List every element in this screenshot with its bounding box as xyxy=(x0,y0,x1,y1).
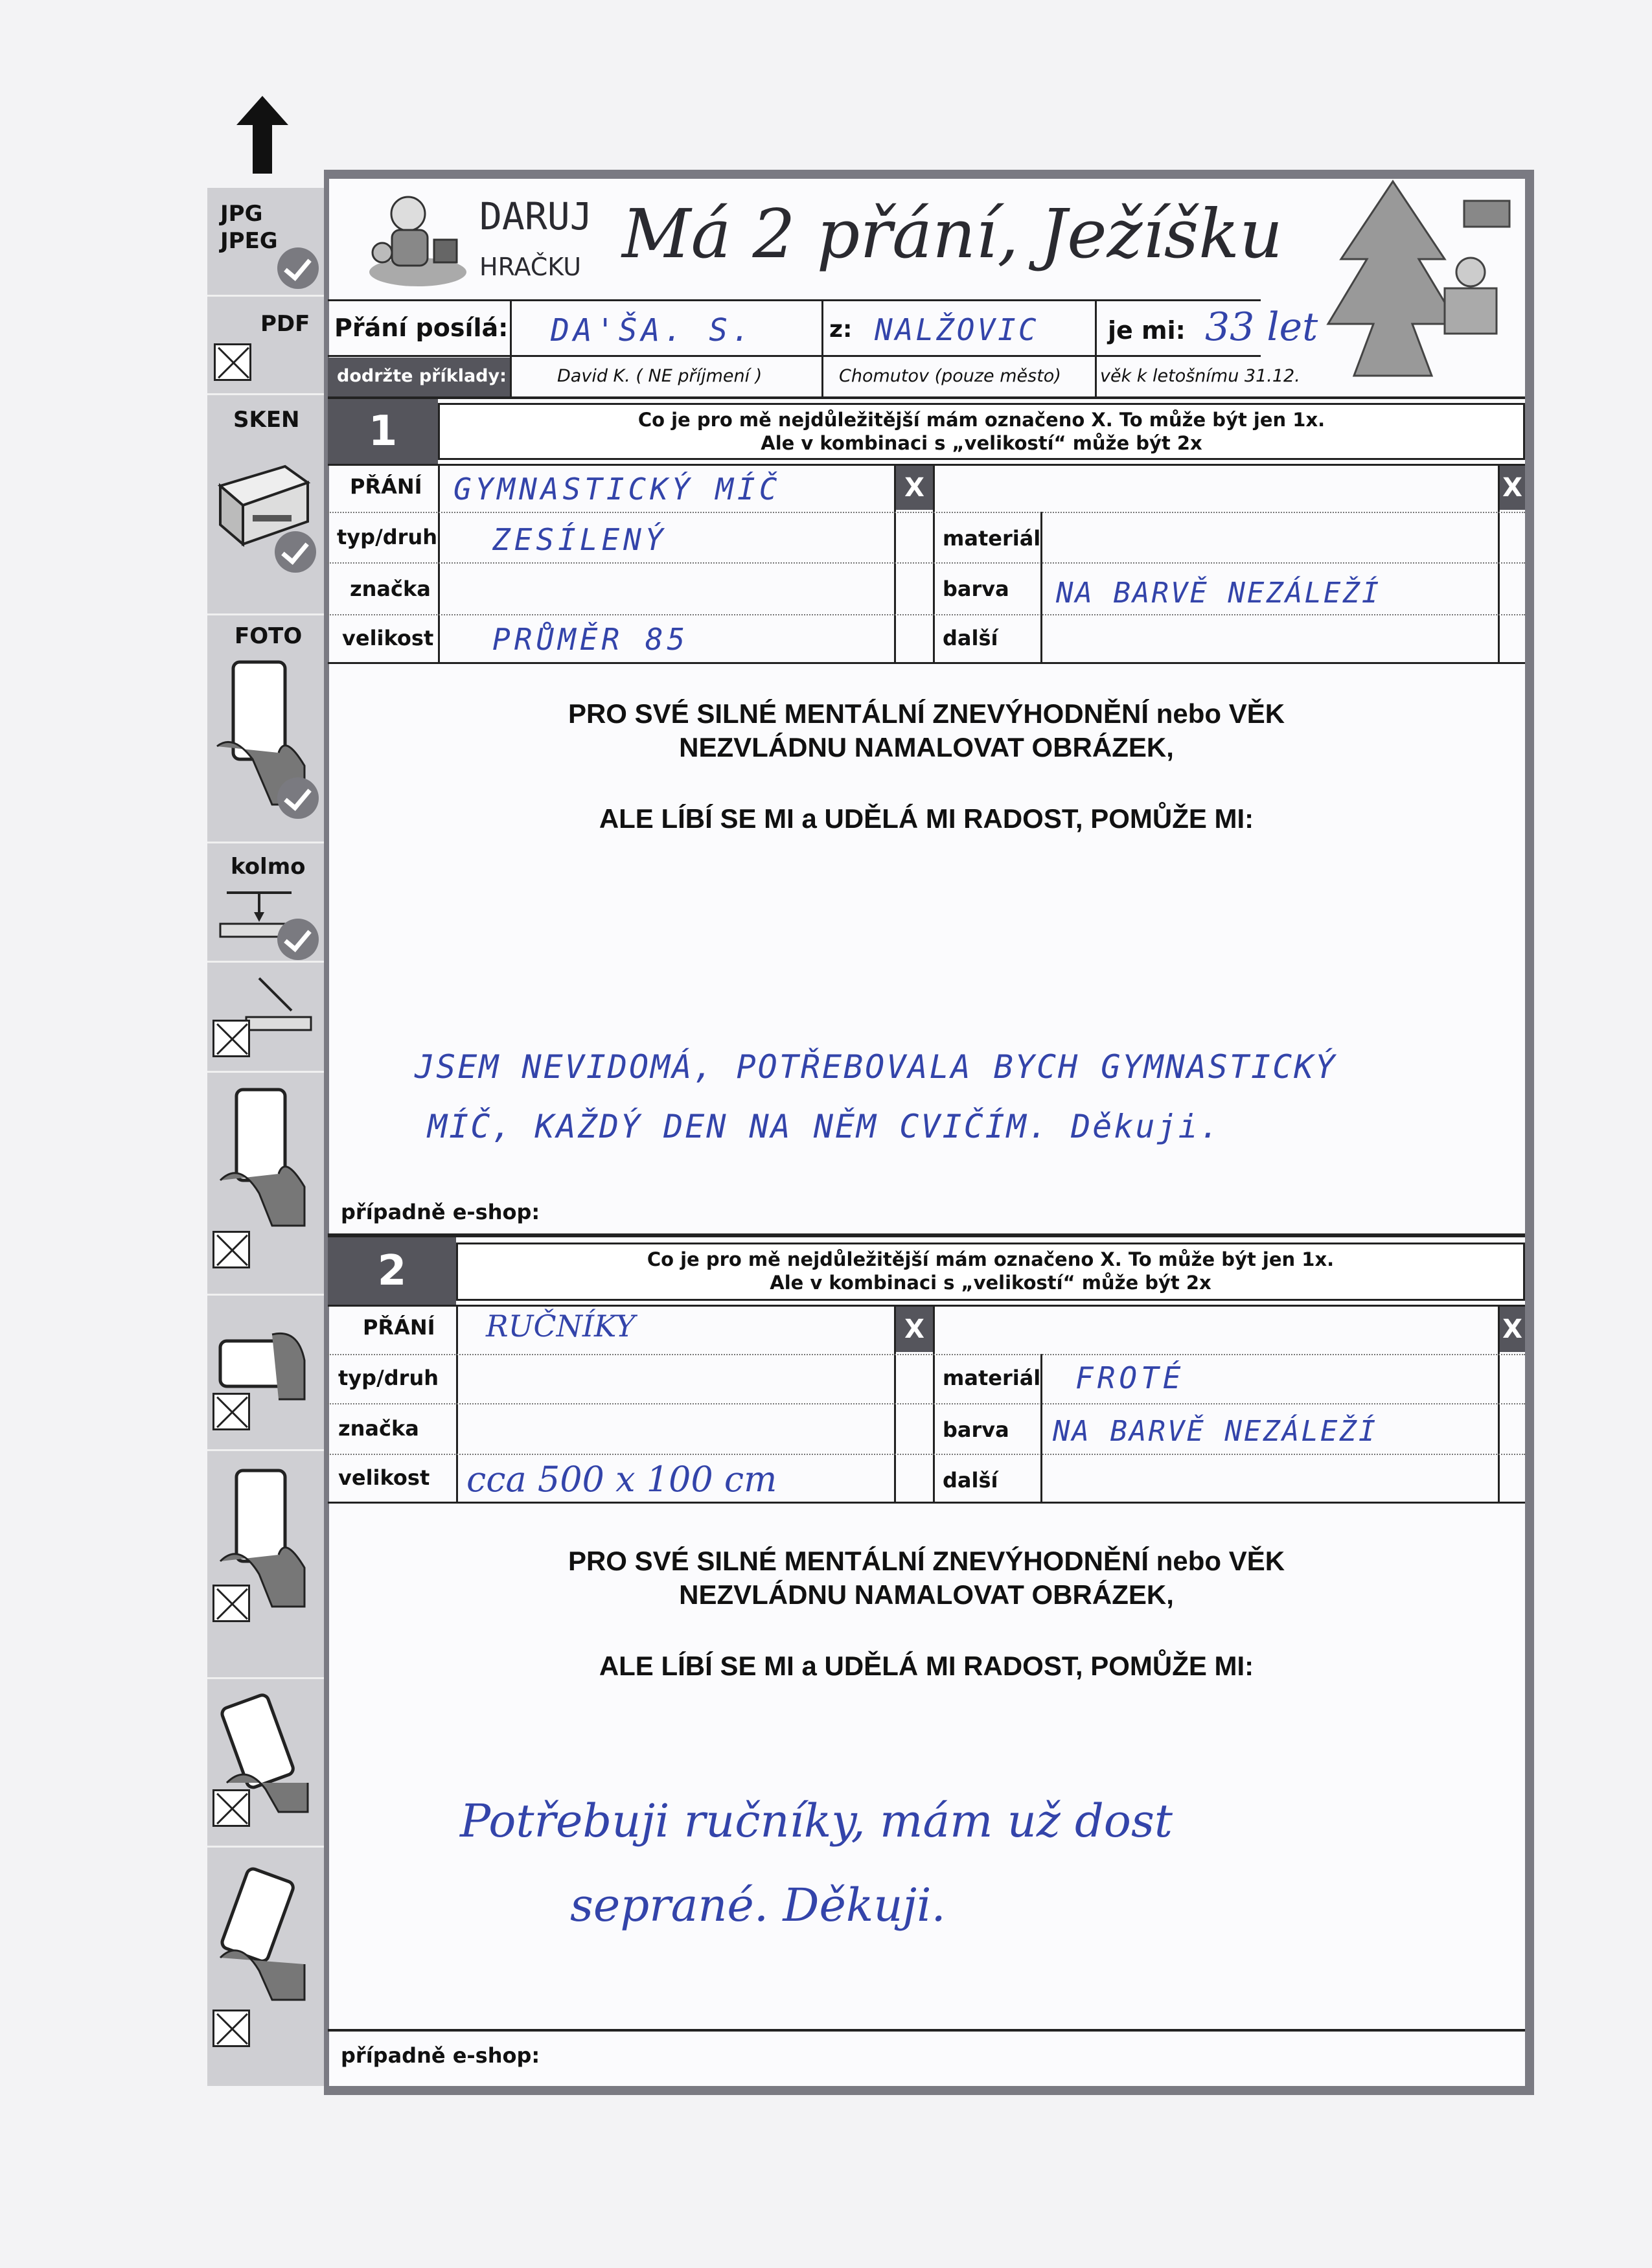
phone-in-hand-icon xyxy=(214,1861,311,2003)
wish-field-value: ZESÍLENÝ xyxy=(492,522,667,557)
check-circle-icon xyxy=(277,247,319,289)
sken-label: SKEN xyxy=(233,407,300,433)
example-age: věk k letošnímu 31.12. xyxy=(1100,366,1300,386)
phone-in-hand-icon xyxy=(214,1083,311,1232)
rule xyxy=(1040,512,1042,662)
check-circle-icon xyxy=(275,531,316,573)
rule xyxy=(1095,299,1097,396)
kolmo-label: kolmo xyxy=(231,854,306,880)
rule xyxy=(328,299,1261,301)
row-divider xyxy=(328,1454,1525,1455)
wish-field-value: NA BARVĚ NEZÁLEŽÍ xyxy=(1053,1415,1378,1448)
rule xyxy=(328,662,1525,664)
sidebar-cell-photo-landscape xyxy=(207,1296,324,1451)
sidebar-cell-jpg xyxy=(207,188,324,297)
wish-field-label: PŘÁNÍ xyxy=(363,1315,435,1340)
sidebar-cell-angled xyxy=(207,963,324,1073)
notice-line-2: NEZVLÁDNU NAMALOVAT OBRÁZEK, xyxy=(679,732,1174,762)
notice-line-1: PRO SVÉ SILNÉ MENTÁLNÍ ZNEVÝHODNĚNÍ nebo VĚK xyxy=(568,1546,1285,1576)
row-divider xyxy=(328,512,1525,513)
wish-message-line-2: MÍČ, KAŽDÝ DEN NA NĚM CVIČÍM. Děkuji. xyxy=(428,1108,1221,1145)
sidebar-cell-photo-rotated xyxy=(207,1679,324,1848)
rule xyxy=(510,299,512,396)
rule xyxy=(328,355,1261,357)
wish-number: 2 xyxy=(328,1237,456,1305)
row-divider xyxy=(328,614,1525,615)
x-box-icon xyxy=(212,1020,250,1057)
section-divider xyxy=(328,1233,1525,1237)
age-value: 33 let xyxy=(1205,304,1318,350)
wish-field-value: NA BARVĚ NEZÁLEŽÍ xyxy=(1056,577,1381,610)
eshop-label: případně e-shop: xyxy=(341,2043,540,2068)
wish-field-label: značka xyxy=(350,577,431,601)
wish-hint-line-1: Co je pro mě nejdůležitější mám označeno X. To může být jen 1x. xyxy=(637,409,1325,431)
logo-daruj: DARUJ xyxy=(479,194,593,238)
check-circle-icon xyxy=(277,777,319,819)
wish-field-label: barva xyxy=(943,577,1009,601)
wish-field-label: další xyxy=(943,626,998,650)
wish-field-value: GYMNASTICKÝ MÍČ xyxy=(453,472,781,507)
rule xyxy=(1040,1354,1042,1502)
arrow-up-icon xyxy=(236,96,288,174)
priority-x-mark: X xyxy=(1500,466,1525,510)
angled-arrow-icon xyxy=(240,972,317,1043)
jpg-label: JPG xyxy=(220,201,263,227)
priority-x-mark: X xyxy=(896,466,933,510)
wish-message-line-1: Potřebuji ručníky, mám už dost xyxy=(460,1794,1173,1848)
pdf-label: PDF xyxy=(260,311,310,337)
wish-hint-line-2: Ale v kombinaci s „velikostí“ může být 2x xyxy=(761,432,1202,454)
priority-x-mark: X xyxy=(896,1307,933,1352)
wish-field-label: PŘÁNÍ xyxy=(350,474,422,499)
x-box-icon xyxy=(212,1585,250,1622)
notice-line-2: NEZVLÁDNU NAMALOVAT OBRÁZEK, xyxy=(679,1579,1174,1610)
from-value: NALŽOVIC xyxy=(875,312,1039,347)
rule xyxy=(821,299,823,396)
eshop-label: případně e-shop: xyxy=(341,1200,540,1224)
wish-hint-line-2: Ale v kombinaci s „velikostí“ může být 2x xyxy=(770,1272,1211,1294)
x-box-icon xyxy=(212,1231,250,1268)
wish-field-value: RUČNÍKY xyxy=(486,1309,636,1344)
sidebar-cell-photo-tilted-1 xyxy=(207,1073,324,1296)
age-label: je mi: xyxy=(1108,316,1186,345)
x-box-icon xyxy=(214,343,251,381)
wish-number: 1 xyxy=(328,399,438,464)
sidebar-cell-kolmo xyxy=(207,843,324,963)
wish-field-value: PRŮMĚR 85 xyxy=(492,622,689,657)
child-with-toys-icon xyxy=(363,181,473,292)
priority-x-mark: X xyxy=(1500,1307,1525,1352)
logo-hracku: HRAČKU xyxy=(479,253,582,281)
wish-field-label: velikost xyxy=(338,1465,430,1490)
sidebar-cell-pdf xyxy=(207,297,324,395)
wish-message-line-2: seprané. Děkuji. xyxy=(570,1879,946,1932)
sender-value: DA'ŠA. S. xyxy=(551,312,755,349)
foto-label: FOTO xyxy=(235,623,303,649)
from-label: z: xyxy=(829,316,853,343)
jpeg-label: JPEG xyxy=(220,228,278,254)
x-box-icon xyxy=(212,1393,250,1430)
wish-field-label: další xyxy=(943,1468,998,1493)
notice-line-3: ALE LÍBÍ SE MI a UDĚLÁ MI RADOST, POMŮŽE MI: xyxy=(599,1651,1254,1681)
wish-field-value: cca 500 x 100 cm xyxy=(466,1459,777,1500)
row-divider xyxy=(328,562,1525,564)
examples-label: dodržte příklady: xyxy=(337,366,507,386)
wish-field-label: barva xyxy=(943,1417,1009,1442)
wish-field-label: materiál xyxy=(943,1366,1041,1390)
wish-message-line-1: JSEM NEVIDOMÁ, POTŘEBOVALA BYCH GYMNASTICKÝ xyxy=(415,1048,1337,1086)
wish-field-label: materiál xyxy=(943,526,1041,551)
wish-field-label: velikost xyxy=(342,626,434,650)
check-circle-icon xyxy=(277,919,319,960)
sender-label: Přání posílá: xyxy=(334,314,509,342)
rule xyxy=(328,2029,1525,2032)
example-name: David K. ( NE příjmení ) xyxy=(557,366,763,386)
wish-field-label: typ/druh xyxy=(337,525,437,549)
sidebar-cell-sken xyxy=(207,395,324,615)
x-box-icon xyxy=(212,1789,250,1827)
wish-field-label: typ/druh xyxy=(338,1366,439,1390)
wish-field-value: FROTÉ xyxy=(1075,1360,1185,1395)
wish-field-label: značka xyxy=(338,1416,419,1441)
row-divider xyxy=(328,1354,1525,1355)
page-title: Má 2 přání, Ježíšku xyxy=(622,194,1283,273)
row-divider xyxy=(328,1403,1525,1404)
wish-hint-line-1: Co je pro mě nejdůležitější mám označeno X. To může být jen 1x. xyxy=(647,1248,1335,1270)
sidebar-cell-photo-tilted-2 xyxy=(207,1451,324,1679)
rule xyxy=(328,396,1525,399)
christmas-tree-icon xyxy=(1315,175,1522,389)
notice-line-3: ALE LÍBÍ SE MI a UDĚLÁ MI RADOST, POMŮŽE MI: xyxy=(599,803,1254,834)
notice-line-1: PRO SVÉ SILNÉ MENTÁLNÍ ZNEVÝHODNĚNÍ nebo VĚK xyxy=(568,698,1285,729)
sidebar-cell-photo-rotated-2 xyxy=(207,1848,324,2068)
rule xyxy=(328,1502,1525,1504)
x-box-icon xyxy=(212,2010,250,2047)
example-city: Chomutov (pouze město) xyxy=(839,366,1061,386)
sidebar-cell-foto xyxy=(207,615,324,843)
